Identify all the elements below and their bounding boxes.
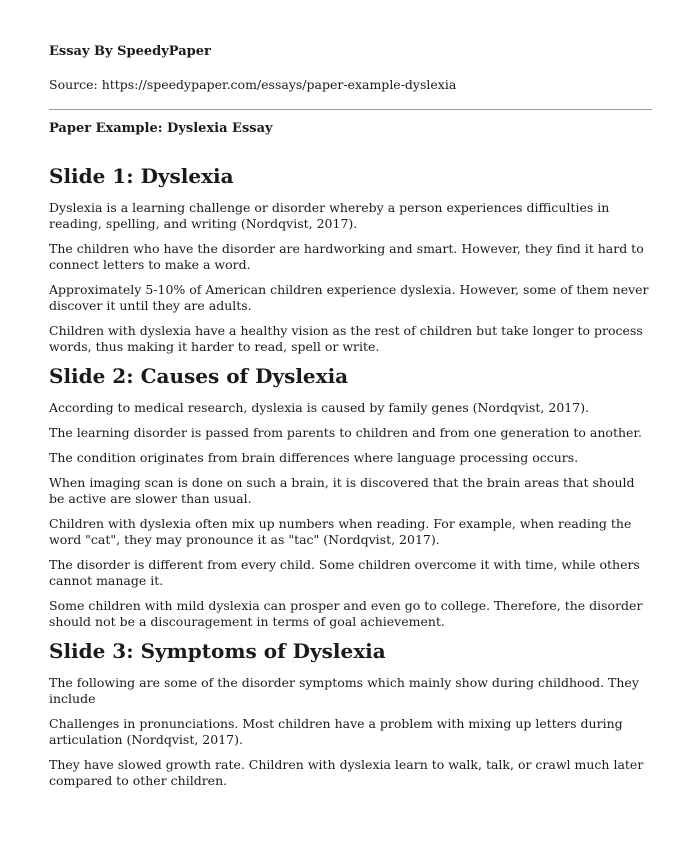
divider [49,109,652,110]
paragraph: The children who have the disorder are hardworking and smart. However, they find it hard to connect letters to make a word. [49,241,644,272]
paragraph: The learning disorder is passed from parents to children and from one generation to another. [49,425,642,440]
paragraph: The condition originates from brain differences where language processing occurs. [49,450,579,465]
paragraph: Some children with mild dyslexia can prosper and even go to college. Therefore, the disorder should not be a discouragement in terms of goal achievement. [49,598,643,629]
paragraph: The following are some of the disorder symptoms which mainly show during childhood. They include [49,675,639,706]
section-heading: Slide 1: Dyslexia [49,164,234,188]
paragraph: According to medical research, dyslexia is caused by family genes (Nordqvist, 2017). [49,400,590,415]
essay-source-title: Essay By SpeedyPaper [49,44,211,59]
paper-title: Paper Example: Dyslexia Essay [49,121,273,136]
paragraph: They have slowed growth rate. Children with dyslexia learn to walk, talk, or crawl much later compared to other children. [49,757,644,788]
section-slide-1 [49,164,652,355]
source-url: Source: https://speedypaper.com/essays/paper-example-dyslexia [49,77,457,92]
paragraph: Challenges in pronunciations. Most children have a problem with mixing up letters during articulation (Nordqvist, 2017). [49,716,623,747]
section-slide-3 [49,639,652,789]
section-slide-2 [49,364,652,630]
paragraph: The disorder is different from every child. Some children overcome it with time, while others cannot manage it. [49,557,640,588]
section-heading: Slide 2: Causes of Dyslexia [49,364,349,388]
paragraph: Dyslexia is a learning challenge or disorder whereby a person experiences difficulties in reading, spelling, and writing (Nordqvist, 2017). [49,200,610,231]
paragraph: When imaging scan is done on such a brain, it is discovered that the brain areas that should be active are slower than usual. [49,475,635,506]
paragraph: Children with dyslexia have a healthy vision as the rest of children but take longer to process words, thus making it harder to read, spell or write. [49,323,643,354]
paragraph: Children with dyslexia often mix up numbers when reading. For example, when reading the word "cat", they may pronounce it as "tac" (Nordqvist, 2017). [49,516,632,547]
paragraph: Approximately 5-10% of American children experience dyslexia. However, some of them never discover it until they are adults. [49,282,649,313]
section-heading: Slide 3: Symptoms of Dyslexia [49,639,386,663]
